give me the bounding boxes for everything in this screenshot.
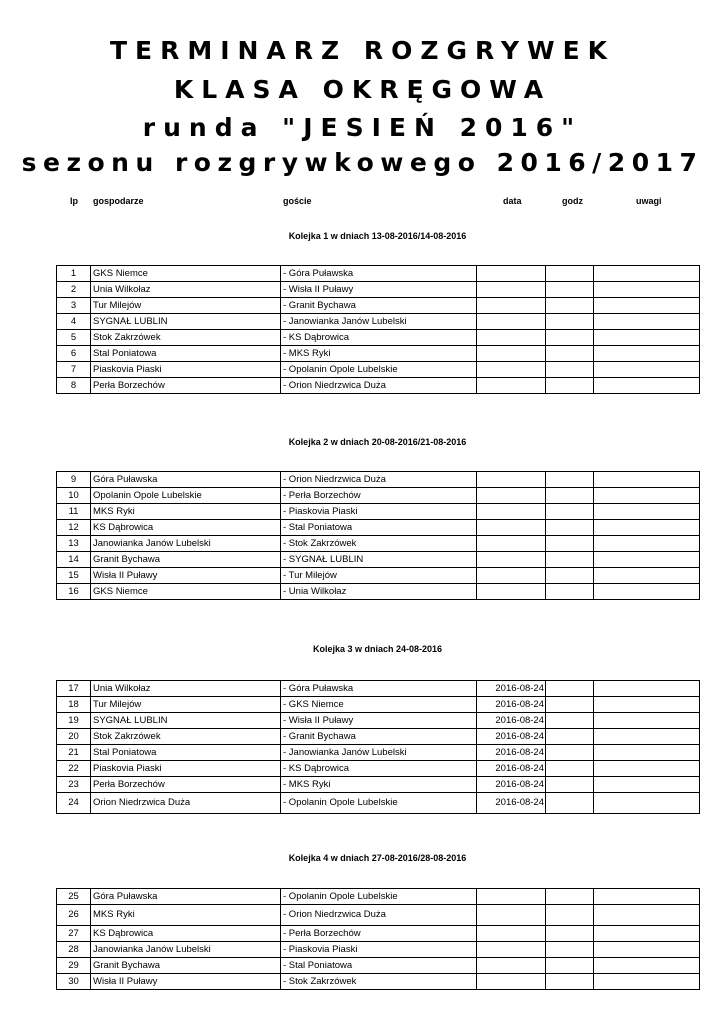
table-row xyxy=(57,536,700,552)
away-team-cell: - MKS Ryki xyxy=(281,346,477,362)
notes-cell xyxy=(594,958,700,974)
away-team-cell: - Unia Wilkołaz xyxy=(281,584,477,600)
match-number-cell: 9 xyxy=(57,472,91,488)
table-row xyxy=(57,472,700,488)
date-cell: 2016-08-24 xyxy=(477,793,546,814)
home-team-cell: KS Dąbrowica xyxy=(91,926,281,942)
fixtures-table xyxy=(56,888,700,990)
notes-cell xyxy=(594,568,700,584)
time-cell xyxy=(546,504,594,520)
table-row xyxy=(57,729,700,745)
time-cell xyxy=(546,958,594,974)
column-header-date: data xyxy=(503,196,522,206)
table-row xyxy=(57,504,700,520)
notes-cell xyxy=(594,729,700,745)
table-row xyxy=(57,520,700,536)
date-cell xyxy=(477,926,546,942)
home-team-cell: Stal Poniatowa xyxy=(91,346,281,362)
home-team-cell: Unia Wilkołaz xyxy=(91,282,281,298)
date-cell xyxy=(477,552,546,568)
table-row xyxy=(57,905,700,926)
home-team-cell: Góra Puławska xyxy=(91,472,281,488)
away-team-cell: - Orion Niedrzwica Duża xyxy=(281,378,477,394)
time-cell xyxy=(546,777,594,793)
match-number-cell: 29 xyxy=(57,958,91,974)
date-cell xyxy=(477,889,546,905)
match-number-cell: 26 xyxy=(57,905,91,926)
date-cell xyxy=(477,298,546,314)
match-number-cell: 14 xyxy=(57,552,91,568)
home-team-cell: Orion Niedrzwica Duża xyxy=(91,793,281,814)
date-cell xyxy=(477,282,546,298)
time-cell xyxy=(546,472,594,488)
match-number-cell: 18 xyxy=(57,697,91,713)
away-team-cell: - Góra Puławska xyxy=(281,681,477,697)
date-cell xyxy=(477,942,546,958)
time-cell xyxy=(546,298,594,314)
column-header-lp: lp xyxy=(70,196,78,206)
title-line-2: KLASA OKRĘGOWA xyxy=(173,75,552,104)
match-number-cell: 6 xyxy=(57,346,91,362)
home-team-cell: Tur Milejów xyxy=(91,697,281,713)
time-cell xyxy=(546,314,594,330)
match-number-cell: 12 xyxy=(57,520,91,536)
time-cell xyxy=(546,568,594,584)
notes-cell xyxy=(594,266,700,282)
table-row xyxy=(57,552,700,568)
match-number-cell: 28 xyxy=(57,942,91,958)
column-header-notes: uwagi xyxy=(636,196,662,206)
home-team-cell: Granit Bychawa xyxy=(91,552,281,568)
notes-cell xyxy=(594,584,700,600)
away-team-cell: - Stal Poniatowa xyxy=(281,520,477,536)
home-team-cell: Opolanin Opole Lubelskie xyxy=(91,488,281,504)
time-cell xyxy=(546,584,594,600)
date-cell xyxy=(477,378,546,394)
home-team-cell: GKS Niemce xyxy=(91,266,281,282)
match-number-cell: 2 xyxy=(57,282,91,298)
date-cell: 2016-08-24 xyxy=(477,729,546,745)
away-team-cell: - Opolanin Opole Lubelskie xyxy=(281,889,477,905)
table-row xyxy=(57,793,700,814)
notes-cell xyxy=(594,697,700,713)
time-cell xyxy=(546,362,594,378)
date-cell xyxy=(477,520,546,536)
time-cell xyxy=(546,926,594,942)
away-team-cell: - Orion Niedrzwica Duża xyxy=(281,472,477,488)
match-number-cell: 15 xyxy=(57,568,91,584)
table-row xyxy=(57,777,700,793)
away-team-cell: - Stok Zakrzówek xyxy=(281,536,477,552)
match-number-cell: 11 xyxy=(57,504,91,520)
home-team-cell: Piaskovia Piaski xyxy=(91,761,281,777)
table-row xyxy=(57,266,700,282)
notes-cell xyxy=(594,536,700,552)
date-cell xyxy=(477,314,546,330)
date-cell: 2016-08-24 xyxy=(477,745,546,761)
date-cell xyxy=(477,330,546,346)
away-team-cell: - GKS Niemce xyxy=(281,697,477,713)
notes-cell xyxy=(594,520,700,536)
time-cell xyxy=(546,729,594,745)
round-title: Kolejka 4 w dniach 27-08-2016/28-08-2016 xyxy=(288,853,467,863)
time-cell xyxy=(546,282,594,298)
match-number-cell: 10 xyxy=(57,488,91,504)
away-team-cell: - Opolanin Opole Lubelskie xyxy=(281,793,477,814)
date-cell xyxy=(477,974,546,990)
notes-cell xyxy=(594,905,700,926)
away-team-cell: - Granit Bychawa xyxy=(281,729,477,745)
table-row xyxy=(57,298,700,314)
away-team-cell: - Piaskovia Piaski xyxy=(281,504,477,520)
date-cell xyxy=(477,472,546,488)
date-cell xyxy=(477,266,546,282)
column-header-away: goście xyxy=(283,196,312,206)
away-team-cell: - Stok Zakrzówek xyxy=(281,974,477,990)
home-team-cell: SYGNAŁ LUBLIN xyxy=(91,314,281,330)
notes-cell xyxy=(594,777,700,793)
match-number-cell: 22 xyxy=(57,761,91,777)
home-team-cell: Stok Zakrzówek xyxy=(91,729,281,745)
table-row xyxy=(57,958,700,974)
notes-cell xyxy=(594,552,700,568)
round-title: Kolejka 2 w dniach 20-08-2016/21-08-2016 xyxy=(288,437,467,447)
round-title: Kolejka 3 w dniach 24-08-2016 xyxy=(312,644,443,654)
notes-cell xyxy=(594,330,700,346)
table-row xyxy=(57,761,700,777)
match-number-cell: 25 xyxy=(57,889,91,905)
round-title: Kolejka 1 w dniach 13-08-2016/14-08-2016 xyxy=(288,231,467,241)
home-team-cell: MKS Ryki xyxy=(91,905,281,926)
date-cell xyxy=(477,536,546,552)
away-team-cell: - Janowianka Janów Lubelski xyxy=(281,745,477,761)
table-row xyxy=(57,362,700,378)
date-cell: 2016-08-24 xyxy=(477,761,546,777)
match-number-cell: 24 xyxy=(57,793,91,814)
time-cell xyxy=(546,793,594,814)
time-cell xyxy=(546,488,594,504)
time-cell xyxy=(546,681,594,697)
home-team-cell: Janowianka Janów Lubelski xyxy=(91,536,281,552)
date-cell: 2016-08-24 xyxy=(477,681,546,697)
notes-cell xyxy=(594,346,700,362)
away-team-cell: - Stal Poniatowa xyxy=(281,958,477,974)
date-cell: 2016-08-24 xyxy=(477,697,546,713)
time-cell xyxy=(546,266,594,282)
time-cell xyxy=(546,761,594,777)
away-team-cell: - Orion Niedrzwica Duża xyxy=(281,905,477,926)
date-cell: 2016-08-24 xyxy=(477,713,546,729)
notes-cell xyxy=(594,362,700,378)
date-cell xyxy=(477,346,546,362)
home-team-cell: Stal Poniatowa xyxy=(91,745,281,761)
home-team-cell: Perła Borzechów xyxy=(91,378,281,394)
away-team-cell: - KS Dąbrowica xyxy=(281,761,477,777)
time-cell xyxy=(546,745,594,761)
home-team-cell: MKS Ryki xyxy=(91,504,281,520)
home-team-cell: Wisła II Puławy xyxy=(91,568,281,584)
match-number-cell: 20 xyxy=(57,729,91,745)
fixtures-table xyxy=(56,471,700,600)
match-number-cell: 17 xyxy=(57,681,91,697)
match-number-cell: 19 xyxy=(57,713,91,729)
date-cell xyxy=(477,568,546,584)
home-team-cell: SYGNAŁ LUBLIN xyxy=(91,713,281,729)
home-team-cell: GKS Niemce xyxy=(91,584,281,600)
table-row xyxy=(57,974,700,990)
date-cell xyxy=(477,362,546,378)
notes-cell xyxy=(594,889,700,905)
time-cell xyxy=(546,974,594,990)
time-cell xyxy=(546,889,594,905)
table-row xyxy=(57,314,700,330)
time-cell xyxy=(546,552,594,568)
time-cell xyxy=(546,378,594,394)
home-team-cell: Tur Milejów xyxy=(91,298,281,314)
home-team-cell: Granit Bychawa xyxy=(91,958,281,974)
away-team-cell: - Tur Milejów xyxy=(281,568,477,584)
time-cell xyxy=(546,346,594,362)
table-row xyxy=(57,745,700,761)
match-number-cell: 27 xyxy=(57,926,91,942)
notes-cell xyxy=(594,472,700,488)
match-number-cell: 16 xyxy=(57,584,91,600)
fixtures-table xyxy=(56,680,700,814)
match-number-cell: 8 xyxy=(57,378,91,394)
table-row xyxy=(57,282,700,298)
away-team-cell: - Wisła II Puławy xyxy=(281,713,477,729)
away-team-cell: - Piaskovia Piaski xyxy=(281,942,477,958)
table-row xyxy=(57,584,700,600)
notes-cell xyxy=(594,314,700,330)
time-cell xyxy=(546,697,594,713)
title-line-4: sezonu rozgrywkowego 2016/2017 xyxy=(21,148,704,177)
home-team-cell: Wisła II Puławy xyxy=(91,974,281,990)
table-row xyxy=(57,488,700,504)
table-row xyxy=(57,568,700,584)
match-number-cell: 21 xyxy=(57,745,91,761)
time-cell xyxy=(546,713,594,729)
notes-cell xyxy=(594,926,700,942)
table-row xyxy=(57,697,700,713)
home-team-cell: KS Dąbrowica xyxy=(91,520,281,536)
column-header-home: gospodarze xyxy=(93,196,144,206)
time-cell xyxy=(546,905,594,926)
away-team-cell: - Granit Bychawa xyxy=(281,298,477,314)
notes-cell xyxy=(594,761,700,777)
notes-cell xyxy=(594,681,700,697)
away-team-cell: - Janowianka Janów Lubelski xyxy=(281,314,477,330)
notes-cell xyxy=(594,504,700,520)
notes-cell xyxy=(594,488,700,504)
home-team-cell: Piaskovia Piaski xyxy=(91,362,281,378)
time-cell xyxy=(546,942,594,958)
column-header-time: godz xyxy=(562,196,583,206)
match-number-cell: 3 xyxy=(57,298,91,314)
time-cell xyxy=(546,536,594,552)
match-number-cell: 23 xyxy=(57,777,91,793)
match-number-cell: 30 xyxy=(57,974,91,990)
table-row xyxy=(57,889,700,905)
date-cell xyxy=(477,584,546,600)
away-team-cell: - KS Dąbrowica xyxy=(281,330,477,346)
home-team-cell: Janowianka Janów Lubelski xyxy=(91,942,281,958)
away-team-cell: - Perła Borzechów xyxy=(281,488,477,504)
date-cell xyxy=(477,958,546,974)
home-team-cell: Perła Borzechów xyxy=(91,777,281,793)
fixtures-table xyxy=(56,265,700,394)
table-row xyxy=(57,926,700,942)
table-row xyxy=(57,713,700,729)
title-line-3: runda "JESIEŃ 2016" xyxy=(142,113,583,142)
title-line-1: TERMINARZ ROZGRYWEK xyxy=(109,36,616,65)
notes-cell xyxy=(594,942,700,958)
home-team-cell: Unia Wilkołaz xyxy=(91,681,281,697)
table-row xyxy=(57,346,700,362)
match-number-cell: 1 xyxy=(57,266,91,282)
table-row xyxy=(57,378,700,394)
away-team-cell: - SYGNAŁ LUBLIN xyxy=(281,552,477,568)
date-cell: 2016-08-24 xyxy=(477,777,546,793)
notes-cell xyxy=(594,282,700,298)
notes-cell xyxy=(594,745,700,761)
notes-cell xyxy=(594,713,700,729)
away-team-cell: - Góra Puławska xyxy=(281,266,477,282)
time-cell xyxy=(546,520,594,536)
match-number-cell: 7 xyxy=(57,362,91,378)
date-cell xyxy=(477,905,546,926)
away-team-cell: - MKS Ryki xyxy=(281,777,477,793)
notes-cell xyxy=(594,378,700,394)
notes-cell xyxy=(594,298,700,314)
match-number-cell: 4 xyxy=(57,314,91,330)
table-row xyxy=(57,942,700,958)
notes-cell xyxy=(594,974,700,990)
table-row xyxy=(57,681,700,697)
away-team-cell: - Opolanin Opole Lubelskie xyxy=(281,362,477,378)
notes-cell xyxy=(594,793,700,814)
match-number-cell: 13 xyxy=(57,536,91,552)
home-team-cell: Góra Puławska xyxy=(91,889,281,905)
table-row xyxy=(57,330,700,346)
date-cell xyxy=(477,488,546,504)
date-cell xyxy=(477,504,546,520)
home-team-cell: Stok Zakrzówek xyxy=(91,330,281,346)
away-team-cell: - Perła Borzechów xyxy=(281,926,477,942)
away-team-cell: - Wisła II Puławy xyxy=(281,282,477,298)
time-cell xyxy=(546,330,594,346)
match-number-cell: 5 xyxy=(57,330,91,346)
